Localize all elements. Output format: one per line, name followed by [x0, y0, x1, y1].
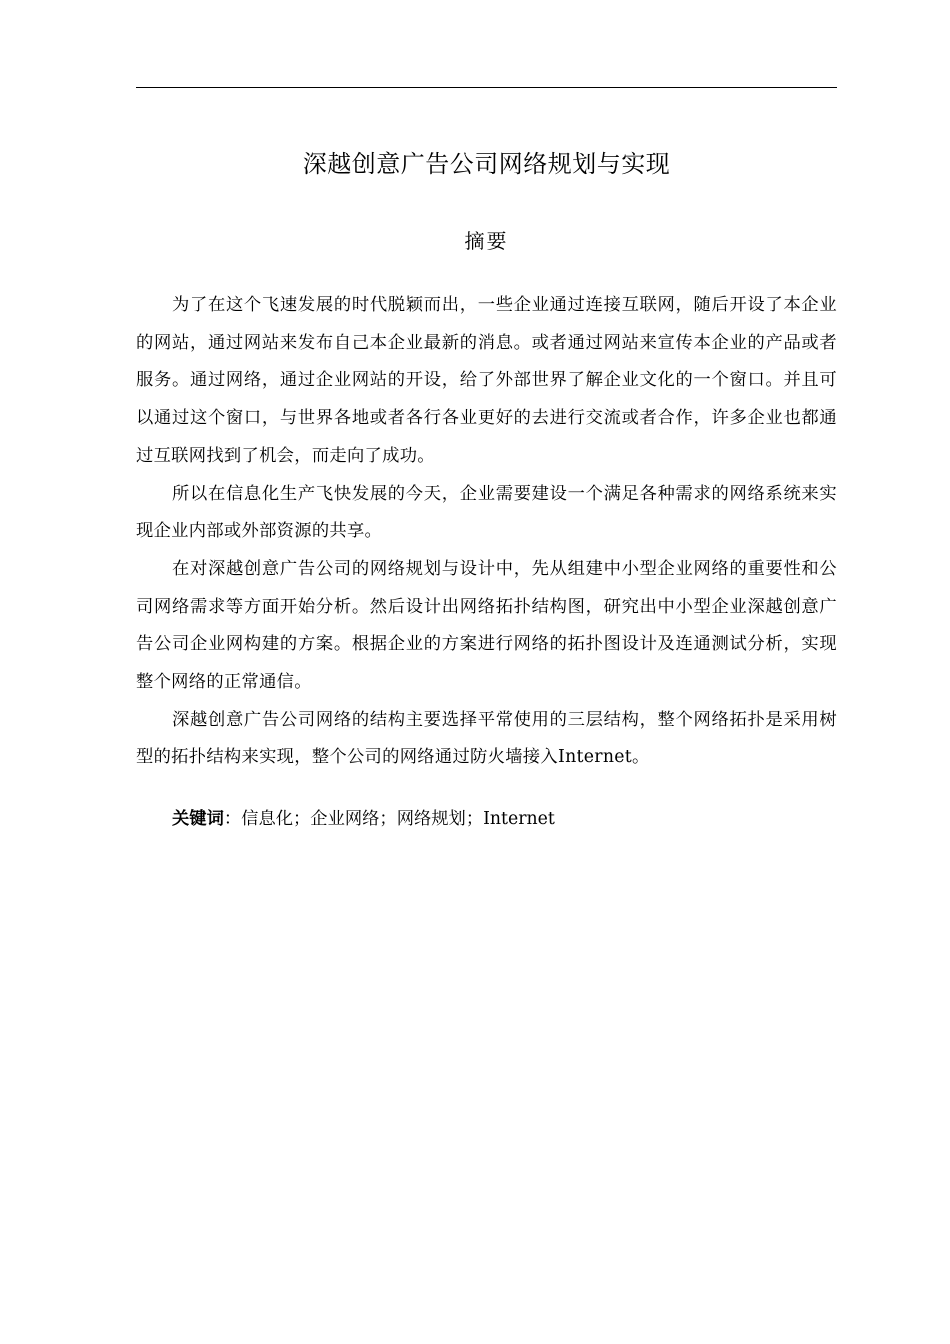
keywords-label: 关键词 [172, 809, 224, 829]
keywords-list: 信息化；企业网络；网络规划；Internet [241, 809, 555, 829]
abstract-paragraph: 在对深越创意广告公司的网络规划与设计中，先从组建中小型企业网络的重要性和公司网络需求等方面开始分析。然后设计出网络拓扑结构图，研究出中小型企业深越创意广告公司企业网构建的方案。根据企业的方案进行网络的拓扑图设计及连通测试分析，实现整个网络的正常通信。 [136, 558, 837, 693]
abstract-paragraph: 所以在信息化生产飞快发展的今天，企业需要建设一个满足各种需求的网络系统来实现企业内部或外部资源的共享。 [136, 483, 837, 542]
abstract-paragraph: 为了在这个飞速发展的时代脱颖而出，一些企业通过连接互联网，随后开设了本企业的网站，通过网站来发布自己本企业最新的消息。或者通过网站来宣传本企业的产品或者服务。通过网络，通过企业网站的开设，给了外部世界了解企业文化的一个窗口。并且可以通过这个窗口，与世界各地或者各行各业更好的去进行交流或者合作，许多企业也都通过互联网找到了机会，而走向了成功。 [136, 295, 837, 466]
abstract-heading: 摘要 [464, 229, 509, 253]
keywords-line [172, 803, 837, 835]
keywords-separator: ： [223, 809, 242, 829]
header-rule [136, 87, 837, 88]
document-title: 深越创意广告公司网络规划与实现 [302, 150, 671, 178]
abstract-paragraph: 深越创意广告公司网络的结构主要选择平常使用的三层结构，整个网络拓扑是采用树型的拓扑结构来实现，整个公司的网络通过防火墙接入Internet。 [136, 709, 837, 768]
abstract-body [136, 287, 837, 777]
